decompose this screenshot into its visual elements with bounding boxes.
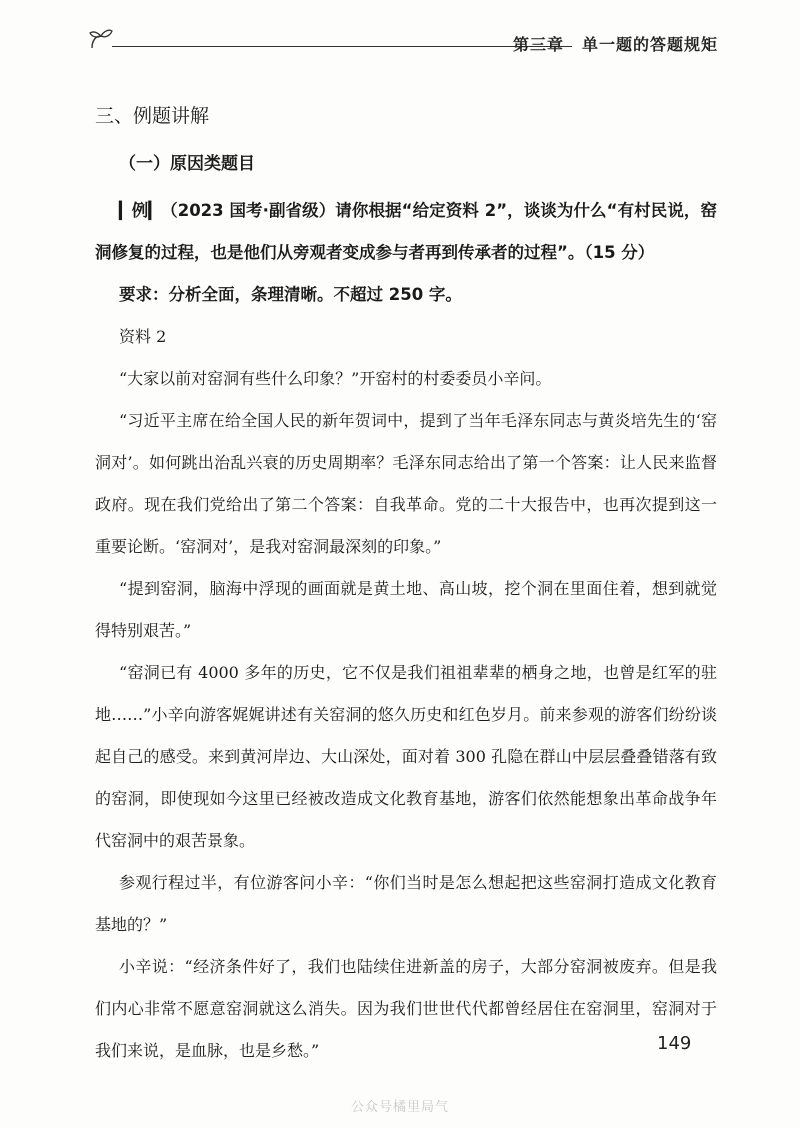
material-paragraph: “习近平主席在给全国人民的新年贺词中，提到了当年毛泽东同志与黄炎培先生的‘窑洞对’。如何跳出治乱兴衰的历史周期率？毛泽东同志给出了第一个答案：让人民来监督政府。现在我们党给出了第二个答案：自我革命。党的二十大报告中，也再次提到这一重要论断。‘窑洞对’，是我对窑洞最深刻的印象。” — [95, 411, 717, 556]
material-paragraph: “窑洞已有 4000 多年的历史，它不仅是我们祖祖辈辈的栖身之地，也曾是红军的驻地……”小辛向游客娓娓讲述有关窑洞的悠久历史和红色岁月。前来参观的游客们纷纷谈起自己的感受。来到黄河岸边、大山深处，面对着 300 孔隐在群山中层层叠叠错落有致的窑洞，即使现如今这里已经被改造成文化教育基地，游客们依然能想象出革命战争年代窑洞中的艰苦景象。 — [95, 663, 717, 850]
answer-requirement: 要求：分析全面，条理清晰。不超过 250 字。 — [119, 285, 462, 304]
watermark: 公众号橘里局气 — [350, 1100, 449, 1115]
chapter-title: 单一题的答题规矩 — [581, 35, 718, 54]
chapter-number: 第三章 — [512, 35, 564, 54]
example-question — [95, 190, 717, 274]
running-header — [88, 26, 718, 58]
chapter-heading — [513, 32, 718, 55]
page-number: 149 — [657, 1033, 692, 1054]
page-body — [95, 96, 717, 1072]
section-title: 三、例题讲解 — [95, 105, 210, 127]
header-rule — [112, 46, 572, 47]
question-text: （2023 国考·副省级）请你根据“给定资料 2”，谈谈为什么“有村民说，窑洞修复的过程，也是他们从旁观者变成参与者再到传承者的过程”。（15 分） — [95, 201, 717, 262]
material-label: 资料 2 — [119, 327, 167, 346]
material-paragraph: 小辛说：“经济条件好了，我们也陆续住进新盖的房子，大部分窑洞被废弃。但是我们内心非常不愿意窑洞就这么消失。因为我们世世代代都曾经居住在窑洞里，窑洞对于我们来说，是血脉，也是乡愁。” — [95, 957, 717, 1060]
example-tag: ▎例▎ — [119, 201, 162, 220]
material-paragraph: “大家以前对窑洞有些什么印象？”开窑村的村委委员小辛问。 — [119, 369, 552, 388]
sprout-leaf-icon — [88, 26, 114, 52]
material-paragraph: 参观行程过半，有位游客问小辛：“你们当时是怎么想起把这些窑洞打造成文化教育基地的？” — [95, 873, 717, 934]
subsection-title: （一）原因类题目 — [119, 154, 255, 174]
material-paragraph: “提到窑洞，脑海中浮现的画面就是黄土地、高山坡，挖个洞在里面住着，想到就觉得特别艰苦。” — [95, 579, 717, 640]
